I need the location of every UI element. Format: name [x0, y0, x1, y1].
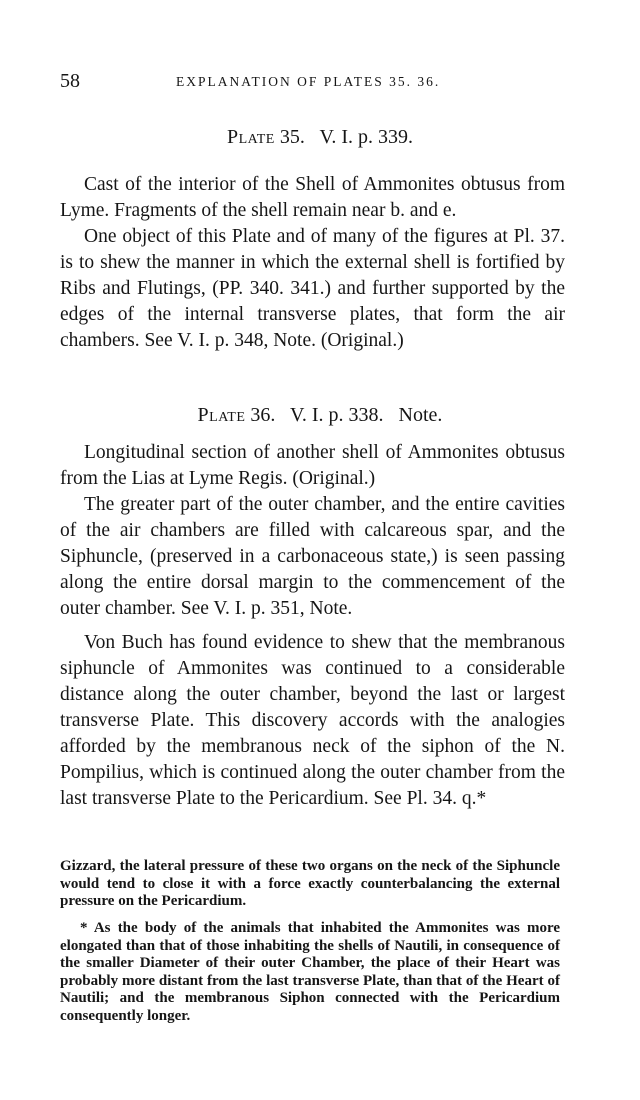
footnote-continuation: Gizzard, the lateral pressure of these two organs on the neck of the Siphuncle would tend to close it with a force exactly counterbalancing the external pressure on the Pericardium.	[60, 858, 560, 909]
page-number: 58	[60, 70, 80, 92]
footnote-asterisk: * As the body of the animals that inhabited the Ammonites was more elongated than that of those inhabiting the shells of Nautili, in consequence of the smaller Diameter of their outer Chamber, the place of their Heart was probably more distant from the last transverse Plate, than that of the Heart of Nautili; and the membranous Siphon connected with the Pericardium consequently longer.	[60, 920, 560, 1024]
plate-36-heading-reference: 36. V. I. p. 338. Note.	[245, 404, 443, 426]
running-head: EXPLANATION OF PLATES 35. 36.	[176, 74, 441, 89]
page-header	[60, 70, 590, 98]
plate-35-heading	[0, 126, 640, 149]
plate-36-paragraph-3: Von Buch has found evidence to shew that the membranous siphuncle of Ammonites was continued to a considerable distance along the outer chamber, beyond the last or largest transverse Plate. This discovery accords with the analogies afforded by the membranous neck of the siphon of the N. Pompilius, which is continued along the outer chamber from the last transverse Plate to the Pericardium. See Pl. 34. q.*	[60, 632, 565, 809]
plate-35-heading-word: Plate	[226, 126, 275, 148]
plate-36-heading-word: Plate	[197, 404, 246, 426]
plate-36-paragraph-2: The greater part of the outer chamber, and the entire cavities of the air chambers are filled with calcareous spar, and the Siphuncle, (preserved in a carbonaceous state,) is seen passing along the entire dorsal margin to the commencement of the outer chamber. See V. I. p. 351, Note.	[60, 494, 565, 619]
plate-36-heading	[0, 404, 640, 427]
plate-35-paragraph-2: One object of this Plate and of many of the figures at Pl. 37. is to shew the manner in which the external shell is fortified by Ribs and Flutings, (PP. 340. 341.) and further supported by the edges of the internal transverse plates, that form the air chambers. See V. I. p. 348, Note. (Original.)	[60, 226, 565, 351]
plate-35-paragraph-1: Cast of the interior of the Shell of Ammonites obtusus from Lyme. Fragments of the shell remain near b. and e.	[60, 174, 565, 221]
plate-36-paragraph-1: Longitudinal section of another shell of Ammonites obtusus from the Lias at Lyme Regis. (Original.)	[60, 442, 565, 489]
plate-35-heading-reference: 35. V. I. p. 339.	[274, 126, 413, 148]
